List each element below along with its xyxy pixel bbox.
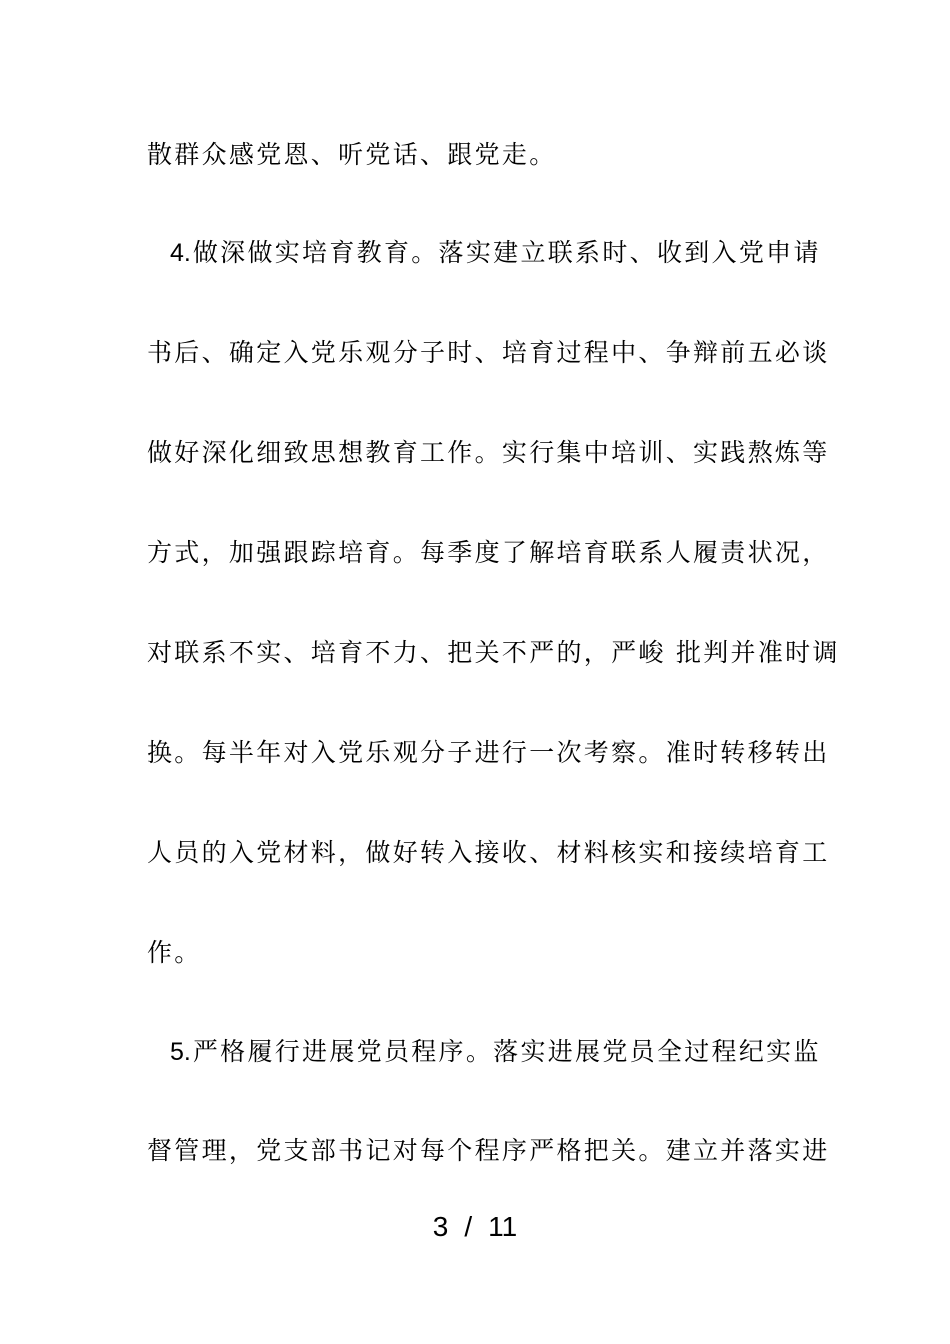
list-item-4-heading bbox=[170, 238, 830, 268]
text-line bbox=[147, 738, 830, 768]
item-number: 5. bbox=[170, 1038, 191, 1066]
line-text: 书后、确定入党乐观分子时、培育过程中、争辩前五必谈 bbox=[147, 338, 830, 367]
text-line bbox=[147, 538, 830, 568]
text-line bbox=[147, 938, 807, 968]
line-text: 人员的入党材料，做好转入接收、材料核实和接续培育工 bbox=[147, 838, 830, 867]
line-text: 做好深化细致思想教育工作。实行集中培训、实践熬炼等 bbox=[147, 438, 830, 467]
line-text: 对联系不实、培育不力、把关不严的，严峻 批判并准时调 bbox=[147, 638, 840, 667]
text-line bbox=[147, 1136, 830, 1166]
text-line bbox=[147, 338, 830, 368]
line-text: 散群众感党恩、听党话、跟党走。 bbox=[147, 140, 557, 169]
page-number bbox=[0, 1210, 950, 1244]
list-item-5-heading bbox=[170, 1037, 830, 1067]
page-separator: / bbox=[464, 1211, 473, 1242]
line-text: 方式，加强跟踪培育。每季度了解培育联系人履责状况， bbox=[147, 538, 830, 567]
text-line bbox=[147, 638, 840, 668]
page-current: 3 bbox=[432, 1211, 449, 1242]
text-line bbox=[147, 838, 830, 868]
line-text: 作。 bbox=[147, 938, 202, 967]
line-text: 做深做实培育教育。落实建立联系时、收到入党申请 bbox=[192, 238, 821, 267]
item-number: 4. bbox=[170, 239, 191, 267]
page-total: 11 bbox=[488, 1211, 518, 1242]
text-line bbox=[147, 140, 807, 170]
text-line bbox=[147, 438, 830, 468]
line-text: 换。每半年对入党乐观分子进行一次考察。准时转移转出 bbox=[147, 738, 830, 767]
line-text: 严格履行进展党员程序。落实进展党员全过程纪实监 bbox=[192, 1037, 821, 1066]
line-text: 督管理，党支部书记对每个程序严格把关。建立并落实进 bbox=[147, 1136, 830, 1165]
